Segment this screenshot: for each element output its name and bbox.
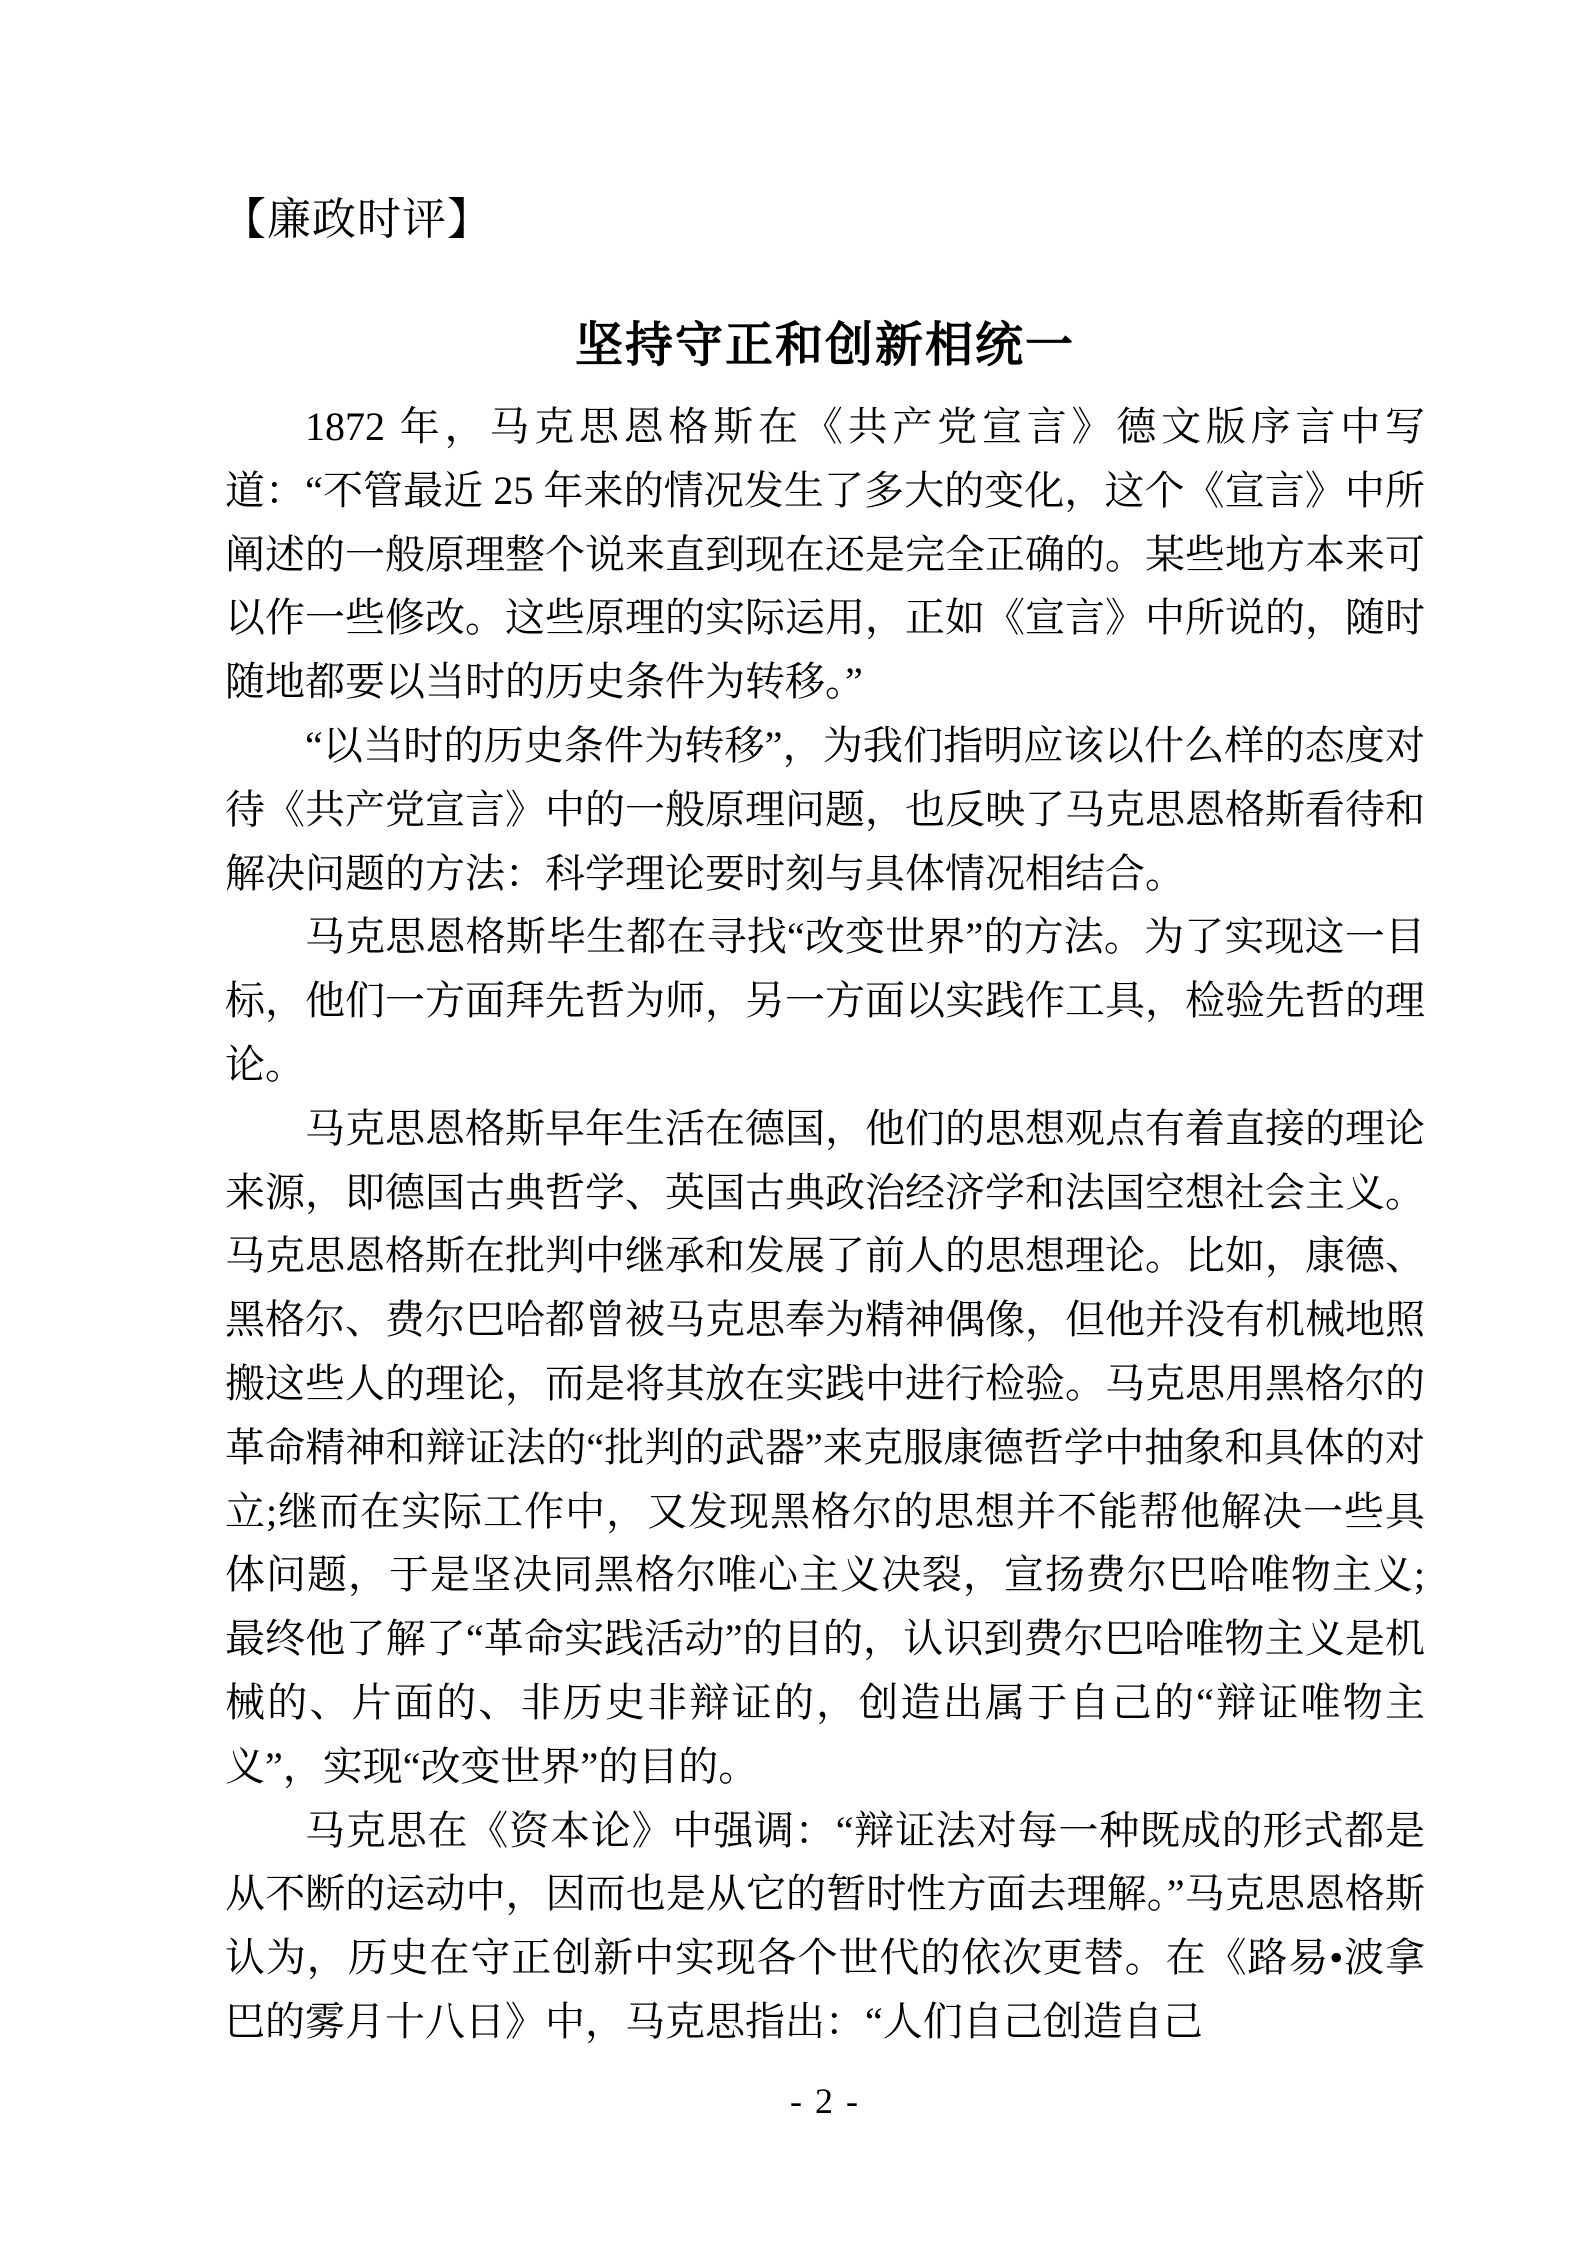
document-body — [225, 395, 1425, 2054]
paragraph: “以当时的历史条件为转移”，为我们指明应该以什么样的态度对待《共产党宣言》中的一般原理问题，也反映了马克思恩格斯看待和解决问题的方法：科学理论要时刻与具体情况相结合。 — [225, 722, 1425, 896]
page-number: - 2 - — [790, 2081, 860, 2121]
paragraph: 1872 年，马克思恩格斯在《共产党宣言》德文版序言中写道：“不管最近 25 年来的情况发生了多大的变化，这个《宣言》中所阐述的一般原理整个说来直到现在还是完全正确的。某些地方本来可以作一些修改。这些原理的实际运用，正如《宣言》中所说的，随时随地都要以当时的历史条件为转移。” — [225, 404, 1425, 705]
paragraph: 马克思恩格斯早年生活在德国，他们的思想观点有着直接的理论来源，即德国古典哲学、英国古典政治经济学和法国空想社会主义。马克思恩格斯在批判中继承和发展了前人的思想理论。比如，康德、黑格尔、费尔巴哈都曾被马克思奉为精神偶像，但他并没有机械地照搬这些人的理论，而是将其放在实践中进行检验。马克思用黑格尔的革命精神和辩证法的“批判的武器”来克服康德哲学中抽象和具体的对立;继而在实际工作中，又发现黑格尔的思想并不能帮他解决一些具体问题，于是坚决同黑格尔唯心主义决裂，宣扬费尔巴哈唯物主义;最终他了解了“革命实践活动”的目的，认识到费尔巴哈唯物主义是机械的、片面的、非历史非辩证的，创造出属于自己的“辩证唯物主义”，实现“改变世界”的目的。 — [225, 1105, 1425, 1789]
paragraph: 马克思在《资本论》中强调：“辩证法对每一种既成的形式都是从不断的运动中，因而也是从它的暂时性方面去理解。”马克思恩格斯认为，历史在守正创新中实现各个世代的依次更替。在《路易•波拿巴的雾月十八日》中，马克思指出：“人们自己创造自己 — [225, 1807, 1425, 2044]
paragraph: 马克思恩格斯毕生都在寻找“改变世界”的方法。为了实现这一目标，他们一方面拜先哲为师，另一方面以实践作工具，检验先哲的理论。 — [225, 914, 1425, 1087]
page-title: 坚持守正和创新相统一 — [574, 319, 1075, 372]
section-header: 【廉政时评】 — [222, 195, 492, 244]
